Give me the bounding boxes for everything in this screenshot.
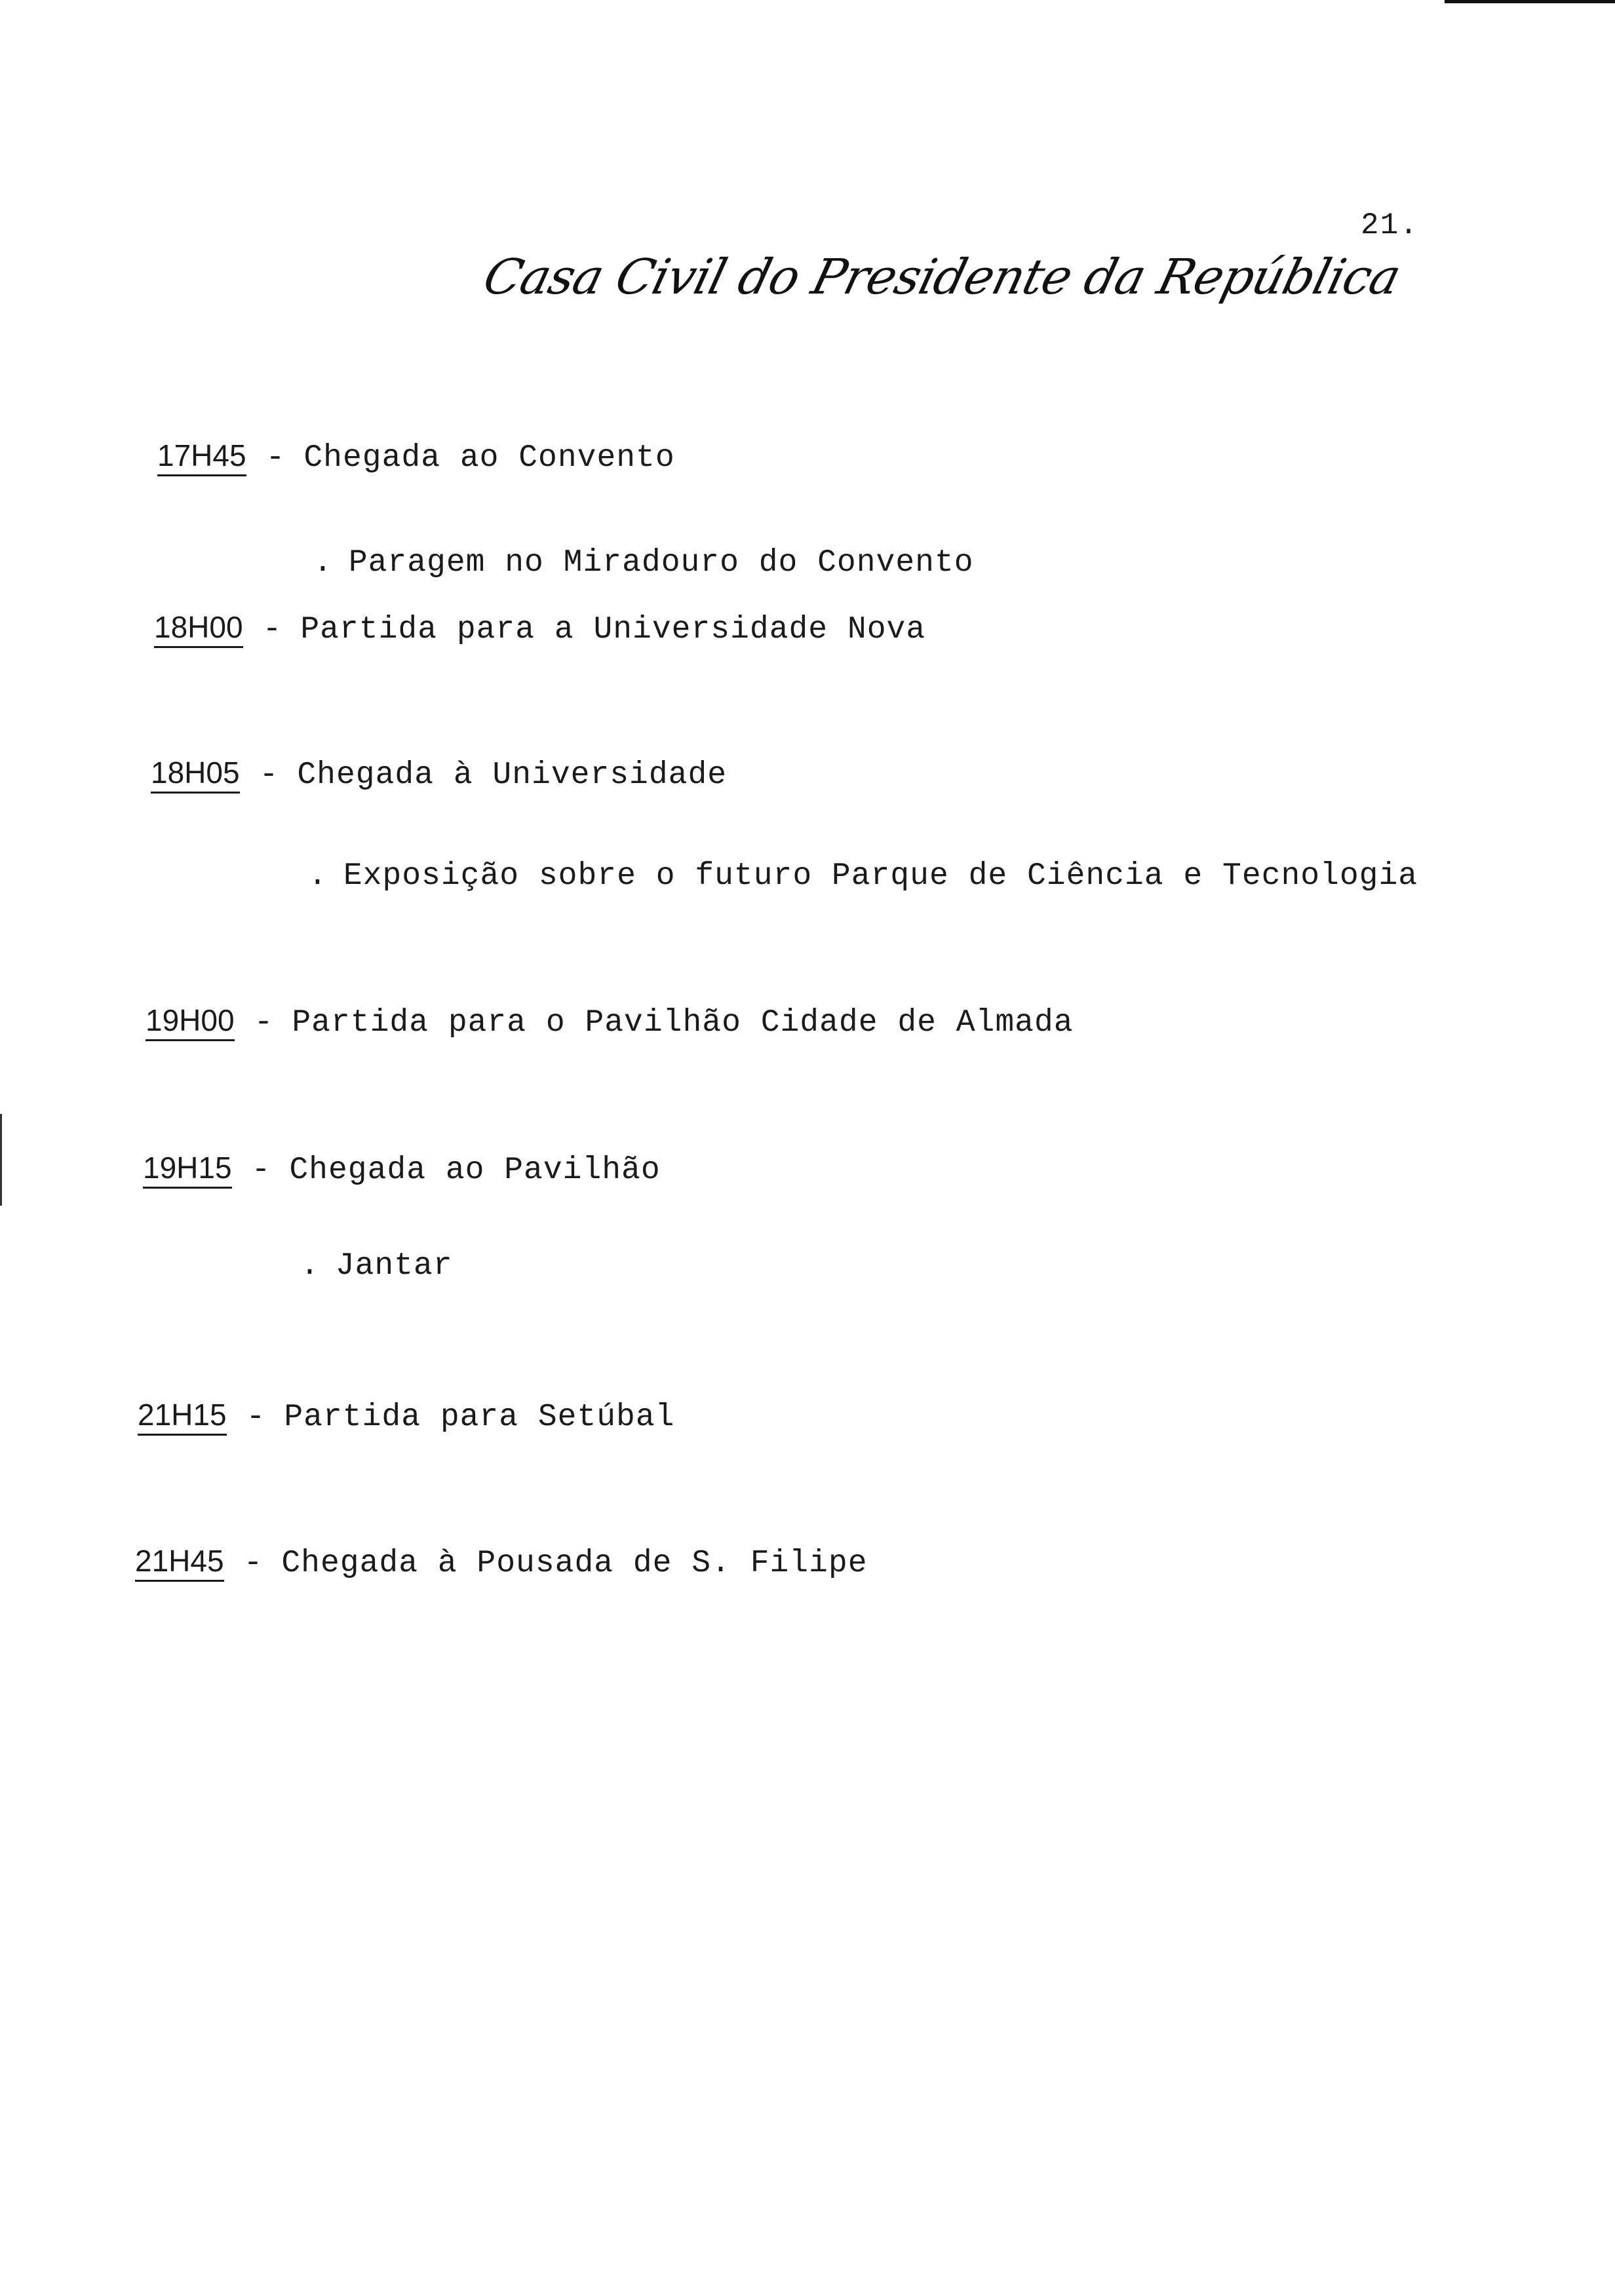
schedule-entry [135,1543,868,1582]
schedule-sub-item [308,858,1418,894]
entry-event: Chegada ao Convento [303,440,675,476]
schedule-entry [143,1150,661,1189]
sub-item-bullet: . [308,858,328,894]
letterhead: Casa Civil do Presidente da República [478,249,1406,305]
schedule-entry [138,1397,674,1436]
scan-border-line [1445,0,1615,3]
entry-dash: - [254,1005,274,1041]
entry-time: 17H45 [157,438,246,476]
entry-time: 21H15 [138,1397,227,1436]
sub-item-text: Exposição sobre o futuro Parque de Ciência e Tecnologia [343,858,1418,894]
entry-event: Chegada ao Pavilhão [289,1153,661,1188]
sub-item-text: Paragem no Miradouro do Convento [348,545,974,581]
schedule-entry [146,1003,1074,1041]
sub-item-bullet: . [313,545,333,581]
entry-dash: - [262,612,282,647]
sub-item-text: Jantar [335,1248,453,1284]
schedule-sub-item [300,1248,453,1284]
entry-event: Chegada à Universidade [297,757,728,793]
entry-dash: - [246,1400,266,1435]
entry-dash: - [243,1546,263,1581]
schedule-sub-item [313,545,974,581]
page-number: 21. [1361,208,1419,242]
schedule-entry [154,609,925,648]
entry-dash: - [251,1153,271,1188]
entry-time: 19H00 [146,1003,235,1041]
entry-event: Partida para a Universidade Nova [300,612,926,647]
entry-dash: - [259,757,279,793]
schedule-entry [157,438,675,476]
entry-time: 19H15 [143,1150,232,1189]
entry-time: 21H45 [135,1543,224,1582]
sub-item-bullet: . [300,1248,320,1284]
entry-event: Chegada à Pousada de S. Filipe [281,1546,868,1581]
scan-edge-mark [0,1114,2,1206]
entry-event: Partida para Setúbal [284,1400,675,1435]
entry-dash: - [265,440,286,476]
entry-time: 18H05 [151,755,240,794]
entry-time: 18H00 [154,609,243,648]
entry-event: Partida para o Pavilhão Cidade de Almada [292,1005,1074,1041]
schedule-entry [151,755,727,794]
